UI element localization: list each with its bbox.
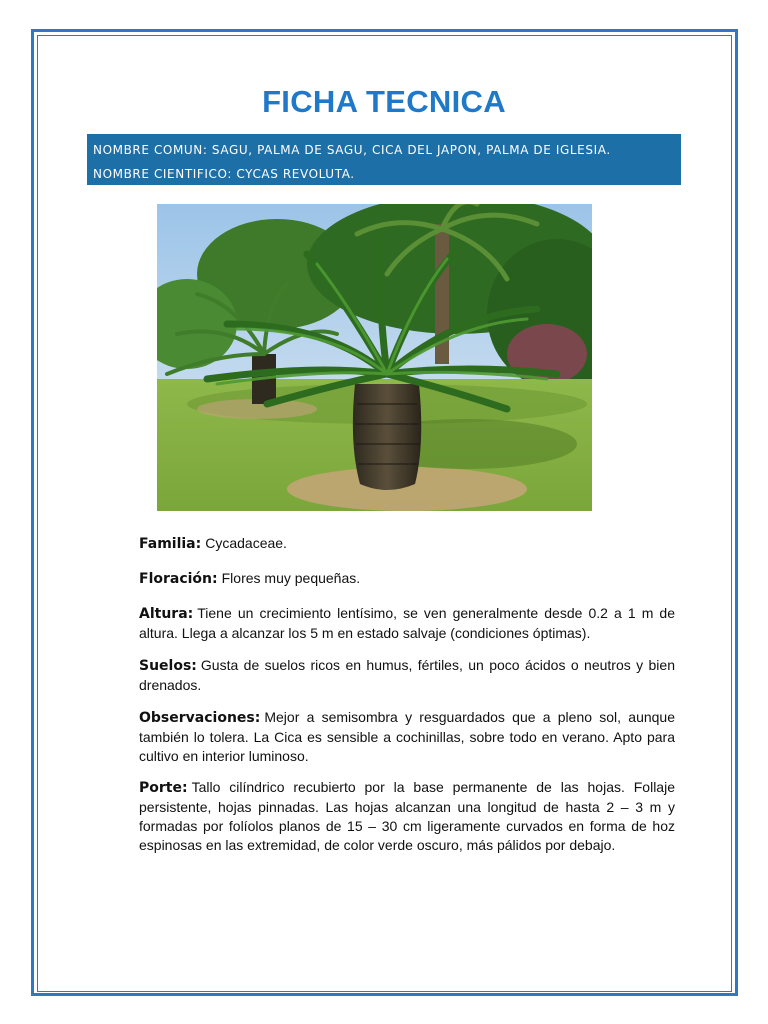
field-familia: [139, 534, 675, 554]
altura-label: Altura:: [139, 606, 194, 622]
porte-label: Porte:: [139, 780, 188, 796]
document-title: FICHA TECNICA: [262, 84, 506, 119]
floracion-label: Floración:: [139, 571, 218, 587]
observaciones-label: Observaciones:: [139, 710, 261, 726]
field-porte: [139, 778, 675, 855]
common-name: NOMBRE COMUN: SAGU, PALMA DE SAGU, CICA DEL JAPON, PALMA DE IGLESIA.: [93, 143, 611, 157]
field-altura: [139, 604, 675, 643]
field-observaciones: [139, 708, 675, 766]
suelos-value: Gusta de suelos ricos en humus, fértiles, un poco ácidos o neutros y bien drenados.: [139, 657, 675, 693]
field-floracion: [139, 569, 675, 589]
porte-value: Tallo cilíndrico recubierto por la base permanente de las hojas. Follaje persistente, hojas pinnadas. Las hojas alcanzan una longitud de hasta 2 – 3 m y formadas por folíolos planos de 15 – 30 cm ligeramente curvados en forma de hoz espinosas en las extremidad, de color verde oscuro, más pálidos por debajo.: [139, 779, 675, 853]
familia-label: Familia:: [139, 536, 202, 552]
scientific-name: NOMBRE CIENTIFICO: CYCAS REVOLUTA.: [93, 167, 355, 181]
floracion-value: Flores muy pequeñas.: [221, 570, 361, 586]
observaciones-value: Mejor a semisombra y resguardados que a pleno sol, aunque también lo tolera. La Cica es sensible a cochinillas, sobre todo en verano. Apto para cultivo en interior luminoso.: [139, 709, 675, 764]
name-banner: [87, 134, 681, 185]
cycas-palm-photo: [157, 204, 592, 511]
field-suelos: [139, 656, 675, 695]
suelos-label: Suelos:: [139, 658, 197, 674]
familia-value: Cycadaceae.: [205, 535, 287, 551]
altura-value: Tiene un crecimiento lentísimo, se ven generalmente desde 0.2 a 1 m de altura. Llega a alcanzar los 5 m en estado salvaje (condiciones óptimas).: [139, 605, 675, 641]
